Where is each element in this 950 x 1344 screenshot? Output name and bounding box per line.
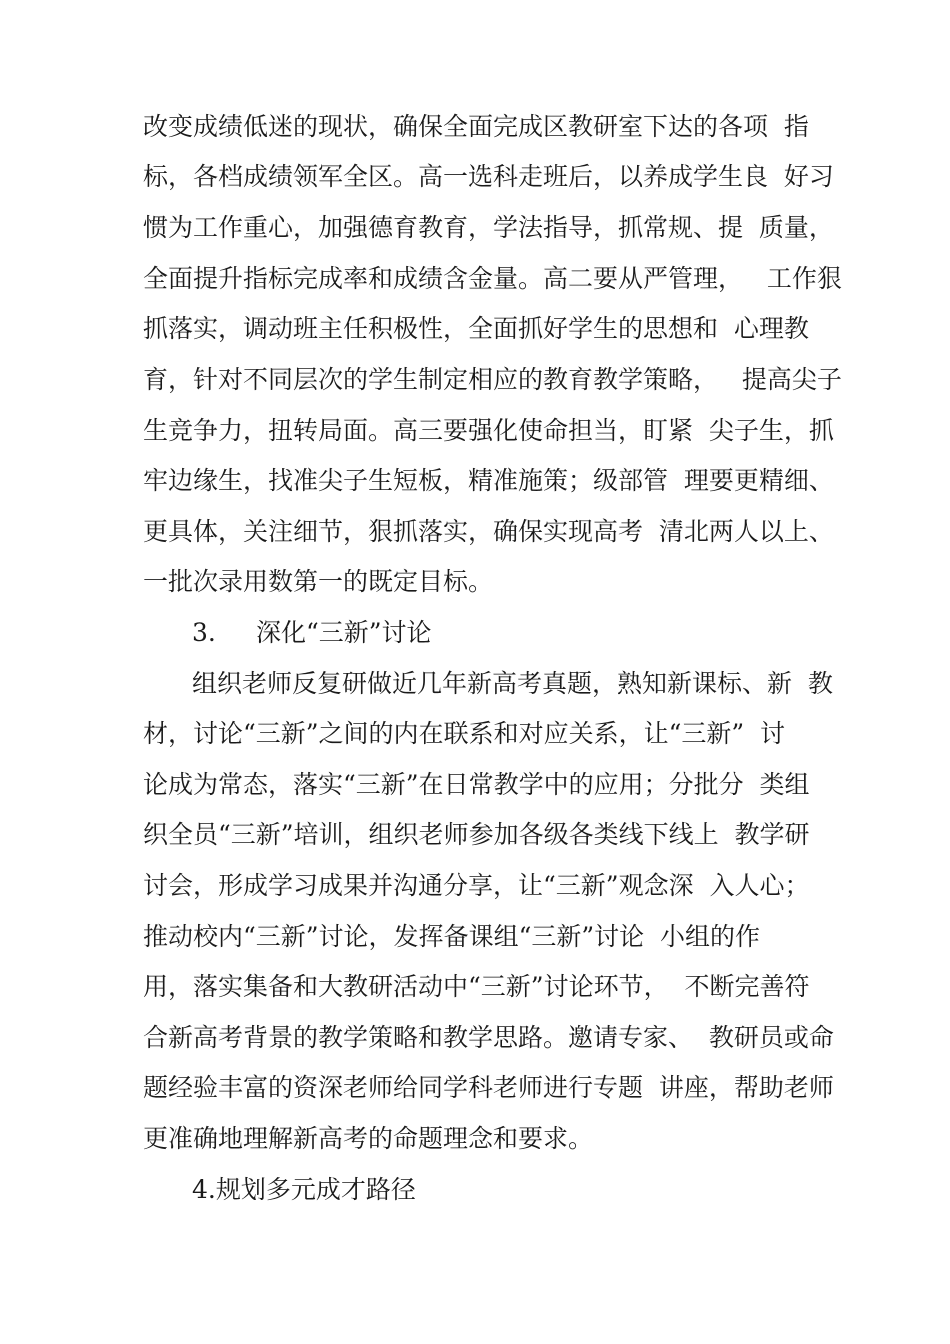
paragraph-1-line: 牢边缘生，找准尖子生短板，精准施策；级部管 理要更精细、: [143, 466, 834, 495]
paragraph-1-line: 一批次录用数第一的既定目标。: [143, 567, 494, 596]
section-3-number: 3.: [192, 618, 216, 647]
paragraph-1-line: 生竞争力，扭转局面。高三要强化使命担当，盯紧 尖子生，抓: [143, 416, 834, 445]
paragraph-2-line: 题经验丰富的资深老师给同学科老师进行专题 讲座，帮助老师: [143, 1073, 834, 1102]
paragraph-2-line: 推动校内“三新”讨论，发挥备课组“三新”讨论 小组的作: [143, 922, 761, 951]
paragraph-2-line: 讨会，形成学习成果并沟通分享，让“三新”观念深 入人心；: [143, 871, 810, 900]
paragraph-1-line: 抓落实，调动班主任积极性，全面抓好学生的思想和 心理教: [143, 314, 809, 343]
paragraph-2-line: 论成为常态，落实“三新”在日常教学中的应用；分批分 类组: [143, 770, 810, 799]
paragraph-2-line: 织全员“三新”培训，组织老师参加各级各类线下线上 教学研: [143, 820, 810, 849]
section-3-title: 深化“三新”讨论: [256, 618, 432, 647]
paragraph-1-line: 惯为工作重心，加强德育教育，学法指导，抓常规、提 质量，: [143, 213, 834, 242]
paragraph-1-line: 全面提升指标完成率和成绩含金量。高二要从严管理， 工作狠: [143, 264, 842, 293]
paragraph-1-line: 改变成绩低迷的现状，确保全面完成区教研室下达的各项 指: [143, 112, 809, 141]
paragraph-2-line: 更准确地理解新高考的命题理念和要求。: [143, 1124, 594, 1153]
paragraph-2-line: 组织老师反复研做近几年新高考真题，熟知新课标、新 教: [192, 669, 833, 698]
paragraph-1-line: 育，针对不同层次的学生制定相应的教育教学策略， 提高尖子: [143, 365, 842, 394]
paragraph-1-line: 更具体，关注细节，狠抓落实，确保实现高考 清北两人以上、: [143, 517, 834, 546]
section-4-title: 4.规划多元成才路径: [192, 1175, 416, 1204]
paragraph-2-line: 用，落实集备和大教研活动中“三新”讨论环节， 不断完善符: [143, 972, 810, 1001]
paragraph-2-line: 合新高考背景的教学策略和教学思路。邀请专家、 教研员或命: [143, 1023, 834, 1052]
paragraph-2-line: 材，讨论“三新”之间的内在联系和对应关系，让“三新” 讨: [143, 719, 786, 748]
paragraph-1-line: 标，各档成绩领军全区。高一选科走班后，以养成学生良 好习: [143, 162, 834, 191]
